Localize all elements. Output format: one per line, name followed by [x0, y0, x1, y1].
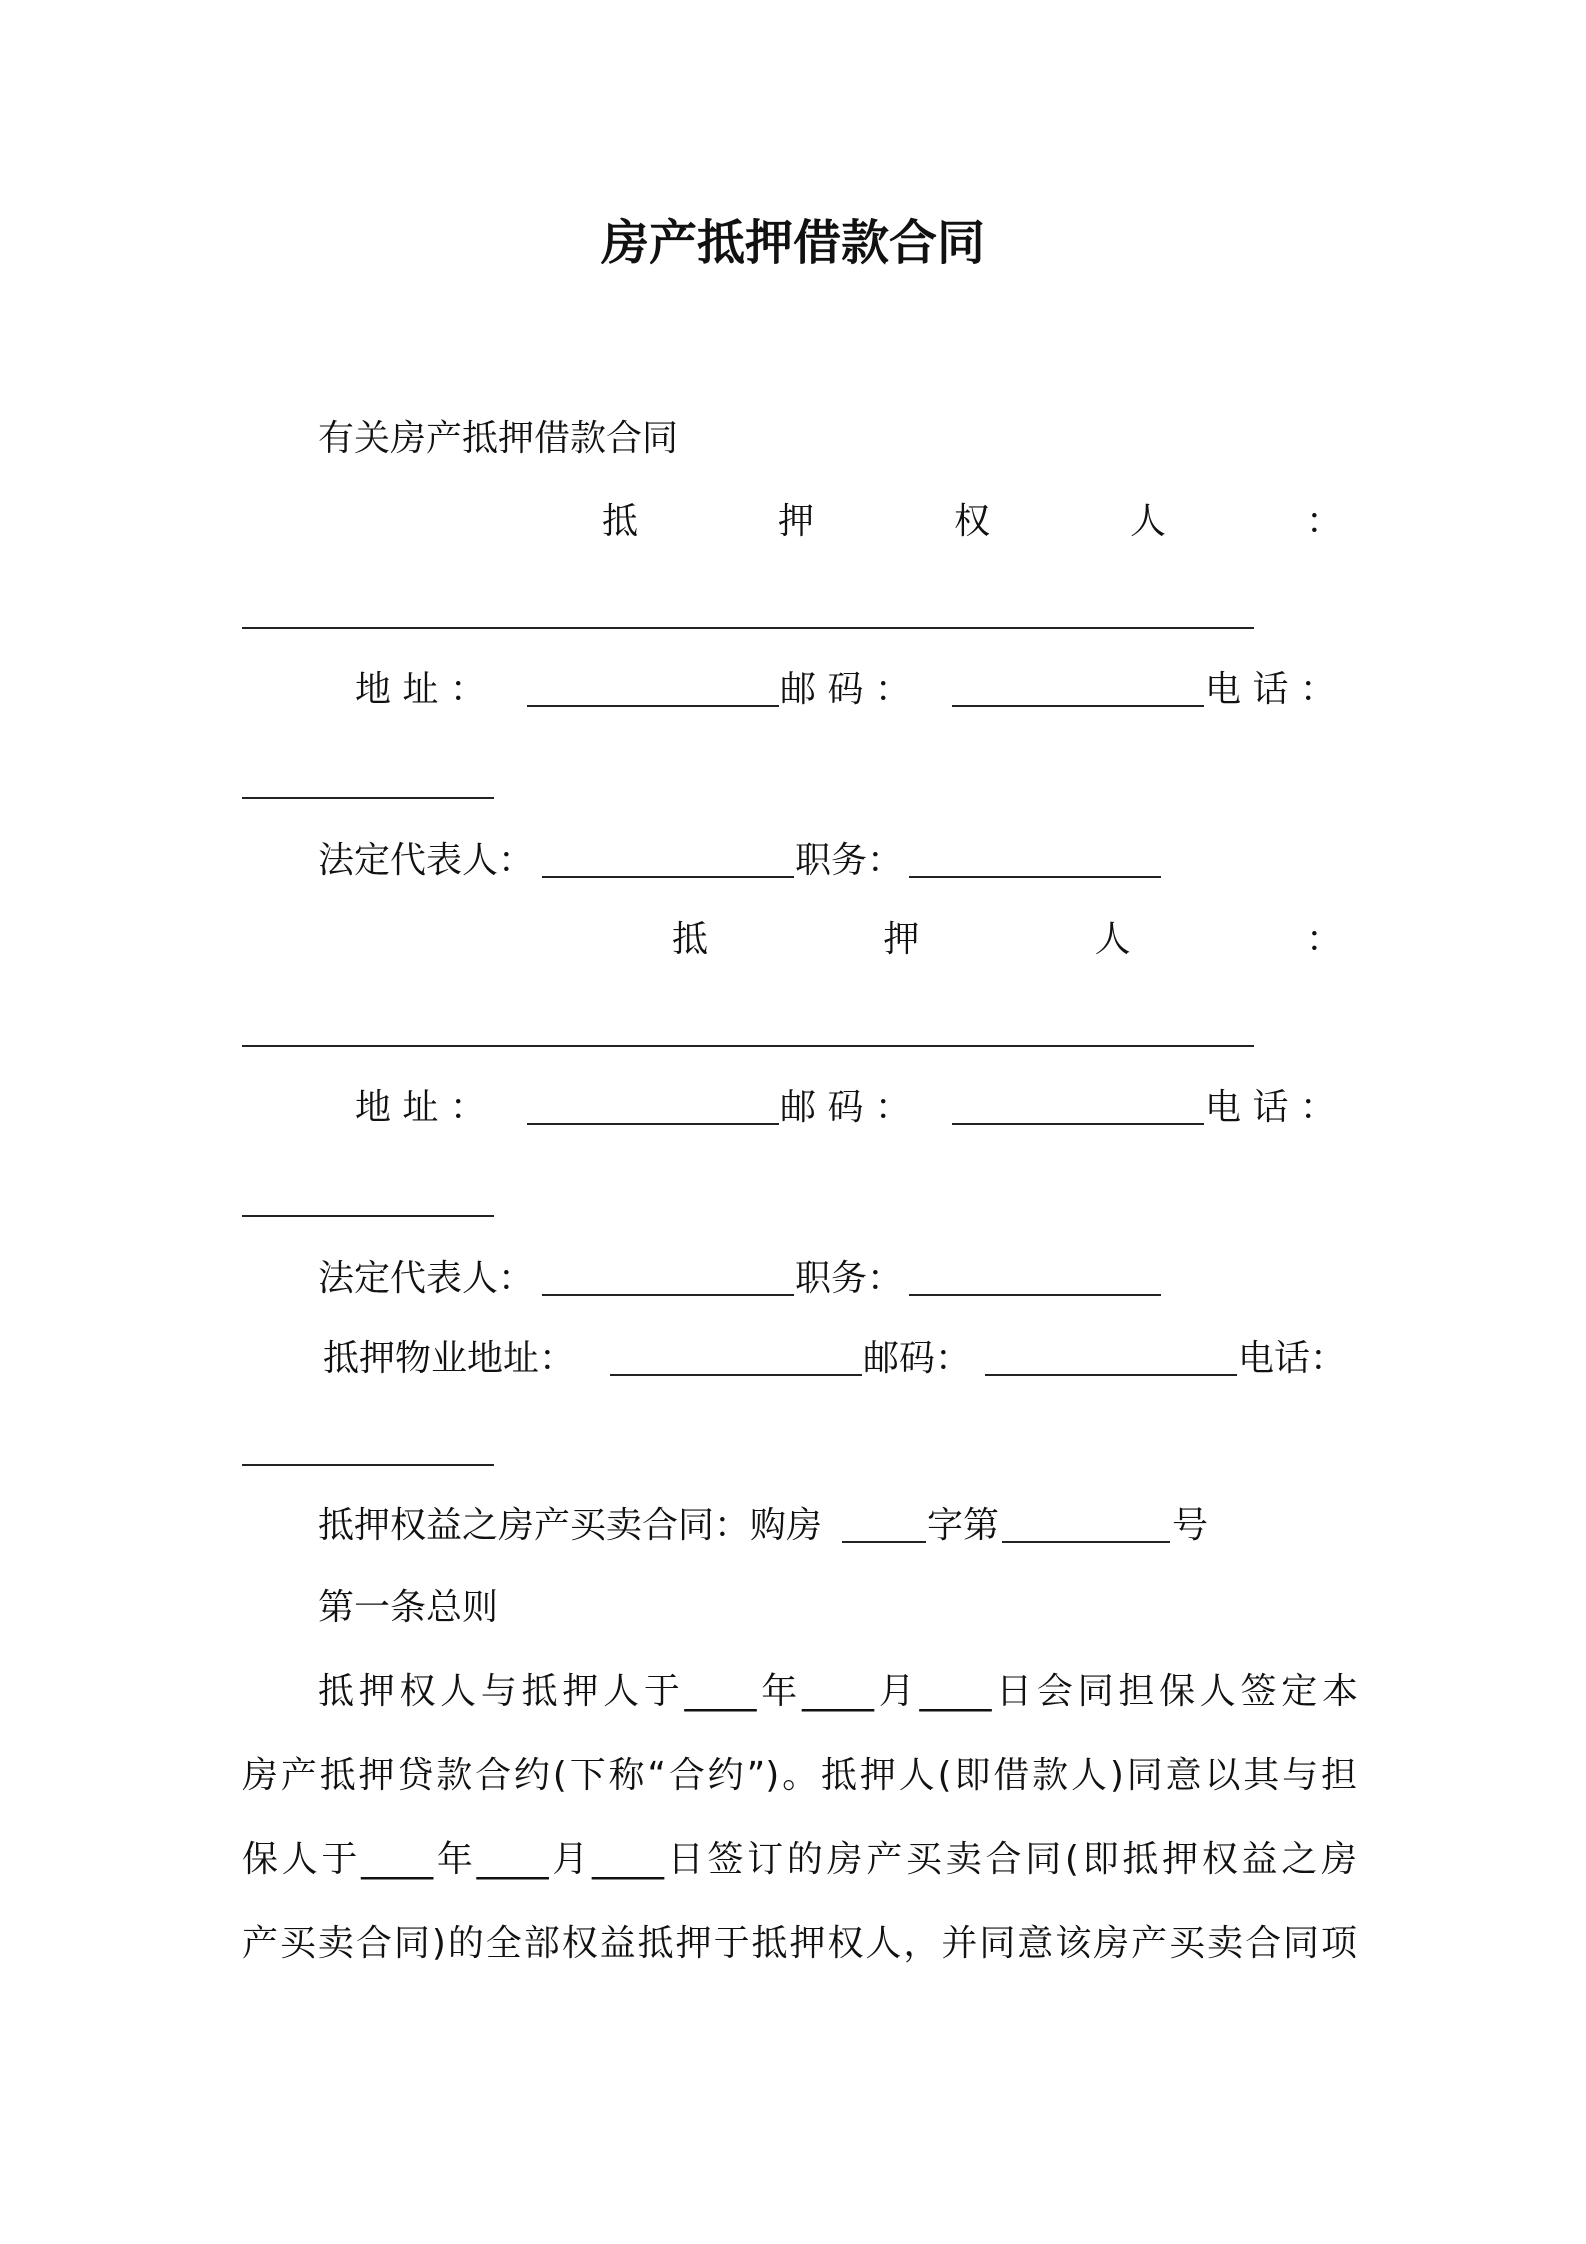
mortgagee-position-label: 职务：	[795, 840, 904, 881]
mortgagor-phone-label: 电 话 ：	[1205, 1087, 1336, 1128]
intro-line: 有关房产抵押借款合同	[318, 418, 679, 459]
mortgagor-label-char: 押	[883, 919, 920, 960]
mortgagee-address-blank	[527, 705, 779, 707]
mortgagor-address-label: 地 址 ：	[355, 1087, 486, 1128]
mortgagee-label-char: 押	[777, 501, 814, 542]
mortgagor-label-char: 人	[1094, 919, 1131, 960]
article1-line: 房产抵押贷款合约(下称“合约”)。抵押人(即借款人)同意以其与担	[242, 1755, 1357, 1796]
mortgagor-postcode-label: 邮 码 ：	[780, 1087, 911, 1128]
mortgagee-postcode-blank	[952, 705, 1204, 707]
mortgagor-position-blank	[909, 1294, 1161, 1296]
mortgagor-name-blank	[242, 1045, 1254, 1047]
mortgagee-legal-rep-blank	[542, 876, 794, 878]
property-postcode-blank	[985, 1374, 1237, 1376]
property-phone-label: 电话：	[1238, 1338, 1347, 1379]
mortgagee-label-char: 人	[1129, 501, 1166, 542]
mortgagee-phone-label: 电 话 ：	[1205, 669, 1336, 710]
mortgagee-label-char: 抵	[602, 501, 639, 542]
article1-line: 保人于____年____月____日签订的房产买卖合同(即抵押权益之房	[242, 1839, 1357, 1880]
property-address-label: 抵押物业地址：	[323, 1338, 576, 1379]
property-address-blank	[610, 1374, 862, 1376]
article1-line: 抵押权人与抵押人于____年____月____日会同担保人签定本	[318, 1671, 1358, 1712]
mortgagor-label	[672, 915, 1342, 965]
mortgagee-label	[602, 497, 1342, 547]
mortgagee-phone-blank	[242, 797, 494, 799]
mortgagor-legal-rep-label: 法定代表人：	[318, 1258, 535, 1299]
mortgagee-postcode-label: 邮 码 ：	[780, 669, 911, 710]
property-phone-blank	[242, 1464, 494, 1466]
mortgagee-name-blank	[242, 627, 1254, 629]
article1-line: 产买卖合同)的全部权益抵押于抵押权人，并同意该房产买卖合同项	[242, 1923, 1357, 1964]
mortgagee-legal-rep-label: 法定代表人：	[318, 840, 535, 881]
article1-heading: 第一条总则	[318, 1587, 499, 1628]
mortgagee-address-label: 地 址 ：	[355, 669, 486, 710]
contract-ref-prefix: 抵押权益之房产买卖合同：购房	[318, 1505, 823, 1546]
mortgagor-position-label: 职务：	[795, 1258, 904, 1299]
mortgagor-legal-rep-blank	[542, 1294, 794, 1296]
document-title: 房产抵押借款合同	[600, 215, 985, 271]
property-postcode-label: 邮码：	[863, 1338, 972, 1379]
mortgagee-label-char: 权	[953, 501, 990, 542]
mortgagor-phone-blank	[242, 1215, 494, 1217]
contract-ref-blank-1	[842, 1541, 926, 1543]
mortgagee-position-blank	[909, 876, 1161, 878]
mortgagee-label-char: ：	[1305, 501, 1342, 542]
mortgagor-postcode-blank	[952, 1123, 1204, 1125]
contract-ref-suffix: 号	[1172, 1505, 1209, 1546]
mortgagor-label-char: 抵	[672, 919, 709, 960]
contract-ref-mid: 字第	[927, 1505, 1000, 1546]
contract-ref-blank-2	[1002, 1541, 1170, 1543]
mortgagor-address-blank	[527, 1123, 779, 1125]
mortgagor-label-char: ：	[1305, 919, 1342, 960]
